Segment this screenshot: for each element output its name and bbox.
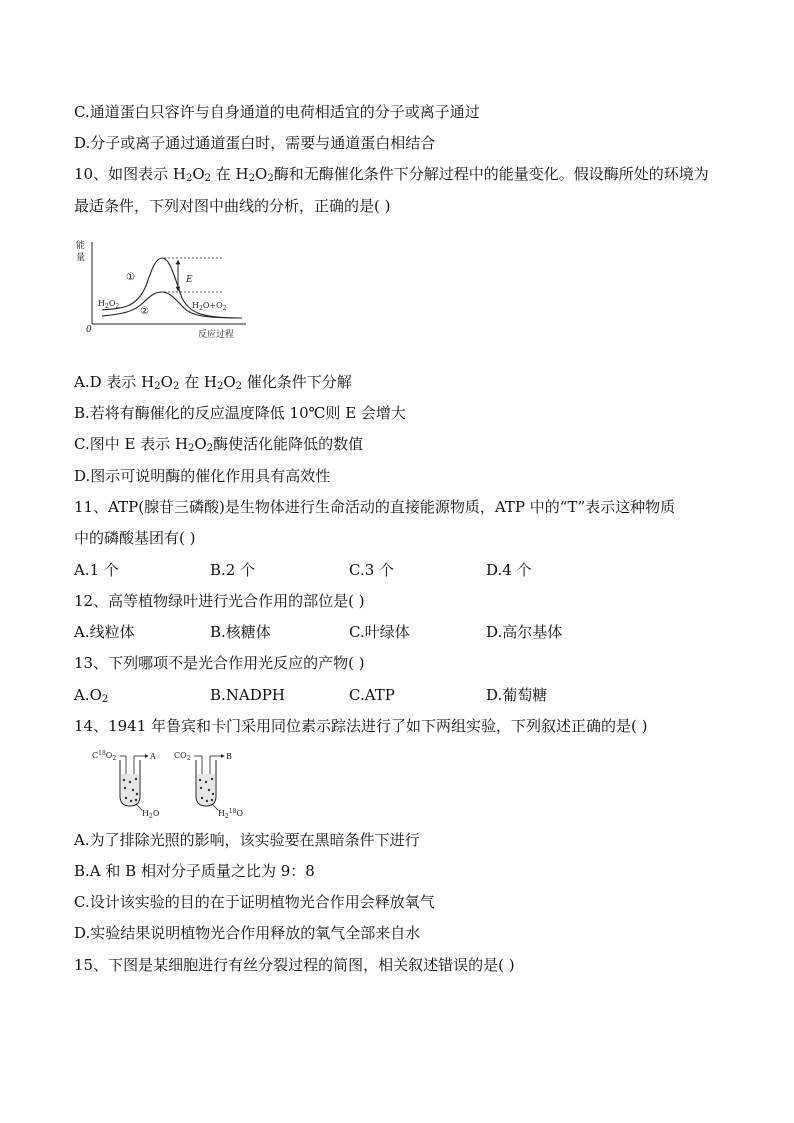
q10-option-b: B.若将有酶催化的反应温度降低 10℃则 E 会增大 <box>74 404 406 422</box>
right-water-label: $H_2^{18}O$ <box>218 808 244 820</box>
q14-stem: 14、1941 年鲁宾和卡门采用同位素示踪法进行了如下两组实验，下列叙述正确的是( ) <box>74 717 648 735</box>
q12-option-c: C.叶绿体 <box>349 623 410 641</box>
q11-stem: 11、ATP(腺苷三磷酸)是生物体进行生命活动的直接能源物质，ATP 中的“T”表示这种物质 <box>74 498 676 516</box>
q14-option-a: A.为了排除光照的影响，该实验要在黑暗条件下进行 <box>74 831 420 849</box>
q13-option-c: C.ATP <box>349 686 395 704</box>
q11-option-a: A.1 个 <box>74 561 119 579</box>
energy-label: E <box>186 275 193 285</box>
q9-option-c: C.通道蛋白只容许与自身通道的电荷相适宜的分子或离子通过 <box>74 103 480 121</box>
y-axis-label-1: 能 <box>76 241 86 251</box>
origin-label: 0 <box>86 325 92 335</box>
q11-option-d: D.4 个 <box>486 561 532 579</box>
x-axis-label: 反应过程 <box>198 330 235 340</box>
q10-option-c: C.图中 E 表示 $H_2O_2$酶使活化能降低的数值 <box>74 435 364 454</box>
q13-option-b: B.NADPH <box>210 686 285 704</box>
q14-isotope-figure <box>90 746 270 820</box>
q9-option-d: D.分子或离子通过通道蛋白时，需要与通道蛋白相结合 <box>74 134 436 152</box>
product-label: $H_2O+O_2$ <box>192 301 227 312</box>
curve1-label: ① <box>126 272 135 283</box>
q12-option-a: A.线粒体 <box>74 623 135 641</box>
right-gas-label: $CO_2$ <box>174 751 191 762</box>
q10-energy-figure <box>74 236 254 340</box>
q13-stem: 13、下列哪项不是光合作用光反应的产物( ) <box>74 654 365 672</box>
q11-option-b: B.2 个 <box>210 561 256 579</box>
q12-stem: 12、高等植物绿叶进行光合作用的部位是( ) <box>74 592 365 610</box>
y-axis-label-2: 量 <box>76 253 86 263</box>
q10-stem: 10、如图表示 $H_2O_2$ 在 $H_2O_2$酶和无酶催化条件下分解过程中的能量变化。假设酶所处的环境为 <box>74 165 709 184</box>
left-gas-label: $C^{18}O_2$ <box>92 750 117 762</box>
q14-option-c: C.设计该实验的目的在于证明植物光合作用会释放氧气 <box>74 893 435 911</box>
q10-option-d: D.图示可说明酶的催化作用具有高效性 <box>74 467 331 485</box>
q12-option-b: B.核糖体 <box>210 623 271 641</box>
q14-option-b: B.A 和 B 相对分子质量之比为 9：8 <box>74 862 315 880</box>
reactant-label: $H_2O_2$ <box>98 299 120 310</box>
right-output-label: B <box>226 752 232 761</box>
left-output-label: A <box>150 752 156 761</box>
q15-stem: 15、下图是某细胞进行有丝分裂过程的简图，相关叙述错误的是( ) <box>74 956 515 974</box>
q13-option-d: D.葡萄糖 <box>486 686 548 704</box>
q10-stem-line2: 最适条件，下列对图中曲线的分析，正确的是( ) <box>74 197 391 215</box>
q11-stem-line2: 中的磷酸基团有( ) <box>74 529 196 547</box>
curve2-label: ② <box>140 306 149 317</box>
left-water-label: $H_2O$ <box>142 809 160 820</box>
q14-option-d: D.实验结果说明植物光合作用释放的氧气全部来自水 <box>74 924 421 942</box>
q13-option-a: $A.O_2$ <box>74 686 109 705</box>
q12-option-d: D.高尔基体 <box>486 623 563 641</box>
q10-option-a: A.D 表示 $H_2O_2$ 在 $H_2O_2$ 催化条件下分解 <box>74 373 352 392</box>
q11-option-c: C.3 个 <box>349 561 395 579</box>
